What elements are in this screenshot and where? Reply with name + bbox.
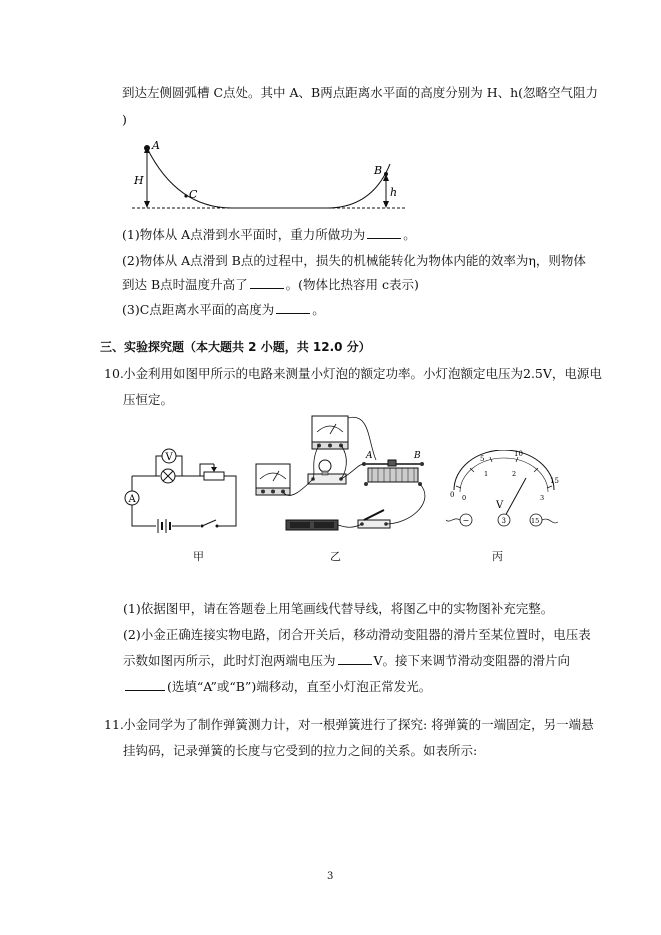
answer-blank[interactable] [276,301,310,314]
voltmeter-label: V [165,452,173,463]
answer-blank[interactable] [250,276,284,289]
terminal-negative: − [462,516,470,525]
rheostat-end-b: B [414,451,421,461]
q10-line-2: 压恒定。 [123,392,174,407]
circuit-diagram [120,448,245,538]
label-A: A [152,139,160,152]
voltmeter-dial [440,450,564,530]
label-B: B [374,164,383,177]
q11-number: 11. [104,717,124,732]
q10-part2-text-c: (选填“A”或“B”)端移动，直至小灯泡正常发光。 [167,679,432,694]
page-number: 3 [327,871,334,882]
section-heading: 三、实验探究题（本大题共 2 小题，共 12.0 分） [100,340,371,354]
q9-part1 [122,226,416,244]
q9-part2-line2 [122,276,419,294]
q10-line-1: 小金利用如图甲所示的电路来测量小灯泡的额定功率。小灯泡额定电压为2.5V，电源电 [123,366,602,381]
label-h: h [390,186,398,199]
dial-inner-tick-1: 1 [484,470,489,478]
q10-part1: (1)依据图甲，请在答题卷上用笔画线代替导线，将图乙中的实物图补充完整。 [123,601,554,616]
dial-inner-tick-3: 3 [540,494,545,502]
q9-part2-text-b: 。(物体比热容用 c表示) [285,277,419,292]
voltmeter-device [312,416,348,449]
label-C: C [189,188,198,201]
figure-label-jia: 甲 [193,550,204,563]
answer-blank[interactable] [125,678,165,691]
dial-outer-tick-5: 5 [480,455,485,463]
q10-part2-text-b: V。接下来调节滑动变阻器的滑片向 [373,653,571,668]
q11-line-2: 挂钩码，记录弹簧的长度与它受到的拉力之间的关系。如表所示: [123,743,478,758]
q9-part2-text-a: 到达 B点时温度升高了 [122,277,248,292]
dial-inner-tick-2: 2 [512,470,517,478]
answer-blank[interactable] [367,226,401,239]
dial-outer-tick-10: 10 [514,450,523,458]
q9-part3-end: 。 [312,302,325,317]
dial-unit: V [496,500,504,511]
ammeter-label: A [128,494,136,505]
q10-part2-line1: (2)小金正确连接实物电路，闭合开关后，移动滑动变阻器的滑片至某位置时，电压表 [123,627,591,642]
q9-part1-text: (1)物体从 A点滑到水平面时，重力所做功为 [122,227,366,242]
q9-part3 [122,301,325,319]
terminal-15: 15 [531,517,540,525]
battery-pack [286,520,338,530]
track-figure [122,138,412,214]
switch-device [358,510,390,528]
intro-line-1: 到达左侧圆弧槽 C点处。其中 A、B两点距离水平面的高度分别为 H、h(忽略空气阻力 [122,85,599,100]
terminal-3: 3 [501,517,506,525]
q10-part2-line2 [123,652,570,670]
intro-line-2: ) [122,112,127,127]
q11-line-1: 小金同学为了制作弹簧测力计，对一根弹簧进行了探究: 将弹簧的一端固定，另一端悬 [123,717,594,732]
q10-part2-text-a: 示数如图丙所示，此时灯泡两端电压为 [123,653,336,668]
dial-needle [504,478,526,518]
apparatus-figure [250,412,440,540]
q9-part3-text: (3)C点距离水平面的高度为 [122,302,275,317]
ammeter-device [256,464,290,495]
dial-inner-tick-0: 0 [462,494,467,502]
answer-blank[interactable] [338,652,372,665]
q10-part2-line3 [123,678,431,696]
figure-label-bing: 丙 [492,550,503,563]
q9-part1-end: 。 [403,227,416,242]
dial-outer-tick-15: 15 [550,477,559,485]
dial-outer-tick-0: 0 [450,491,455,499]
q9-part2-line1: (2)物体从 A点滑到 B点的过程中，损失的机械能转化为物体内能的效率为η，则物体 [122,253,586,268]
label-H: H [134,174,144,187]
figure-label-yi: 乙 [330,550,341,563]
q10-number: 10. [104,366,124,381]
rheostat-device [362,460,424,486]
rheostat-end-a: A [366,451,373,461]
